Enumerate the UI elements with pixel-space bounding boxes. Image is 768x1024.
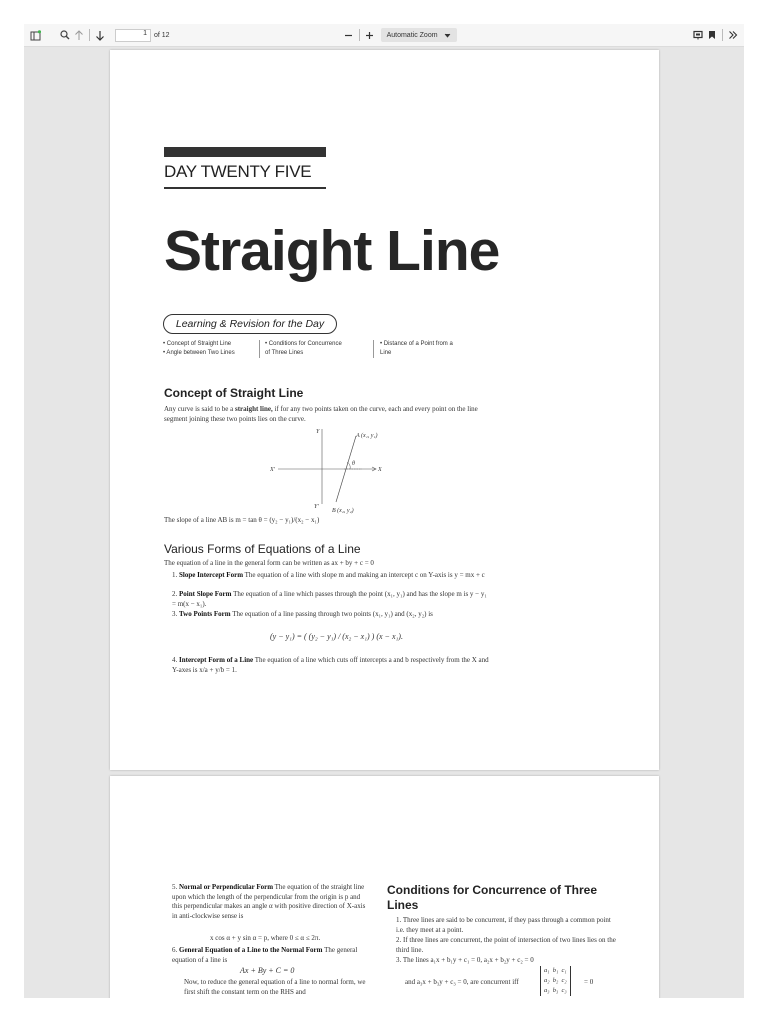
- topic-divider: [373, 340, 374, 358]
- plus-icon: [365, 31, 374, 40]
- arrow-down-icon: [95, 30, 105, 41]
- zoom-select[interactable]: [381, 28, 457, 42]
- theta-label: θ: [352, 461, 355, 467]
- list-item: [396, 956, 616, 966]
- day-header-bar: [164, 147, 326, 157]
- list-number: 4.: [172, 656, 178, 664]
- list-text: Three lines are said to be concurrent, if they pass through a common point i.e. they meet at a point.: [396, 916, 611, 934]
- day-underline: [164, 187, 326, 189]
- list-item: [172, 656, 490, 675]
- two-point-formula: (y − y₁) = ( (y₂ − y₁) / (x₂ − x₁) ) (x − x₁).: [270, 632, 403, 641]
- sidebar-icon: [30, 30, 41, 41]
- chapter-title: Straight Line: [164, 219, 500, 283]
- learning-topic: Line: [380, 349, 392, 356]
- list-number: 3.: [396, 956, 402, 964]
- list-text: The equation of a line which passes through the point (x₁, y₁) and has the slope m is y − y₁ = m(x − x₁).: [172, 590, 487, 608]
- zoom-select-value: Automatic Zoom: [386, 31, 438, 39]
- zoom-out-button[interactable]: [342, 27, 356, 43]
- presentation-icon: [693, 30, 703, 40]
- tools-menu-button[interactable]: [726, 27, 740, 43]
- list-text: If three lines are concurrent, the point of intersection of two lines lies on the third line.: [396, 936, 616, 954]
- concept-paragraph: [164, 405, 489, 424]
- forms-heading: Various Forms of Equations of a Line: [164, 542, 361, 556]
- list-title: Slope Intercept Form: [179, 571, 244, 579]
- presentation-mode-button[interactable]: [691, 27, 705, 43]
- list-title: Normal or Perpendicular Form: [179, 883, 274, 891]
- list-item: [172, 590, 490, 609]
- y-prime-label: Y′: [314, 504, 319, 510]
- learning-topic-column: [380, 340, 453, 357]
- concurrence-heading: Conditions for Concurrence of Three Lines: [387, 883, 598, 912]
- list-title: General Equation of a Line to the Normal Form: [179, 946, 323, 954]
- list-title: Two Points Form: [179, 610, 231, 618]
- determinant: [540, 966, 571, 996]
- learning-topic-column: [163, 340, 235, 357]
- point-a-label: A (x₁, y₁): [356, 433, 378, 439]
- point-b-label: B (x₂, y₂): [332, 508, 354, 514]
- bookmark-button[interactable]: [705, 27, 719, 43]
- list-item: [396, 916, 616, 935]
- determinant-row: a₃ b₃ c₃: [544, 987, 567, 994]
- day-label: DAY TWENTY FIVE: [164, 162, 312, 181]
- page-number-input[interactable]: 1: [115, 29, 151, 42]
- list-number: 5.: [172, 883, 178, 891]
- learning-topic: • Conditions for Concurrence: [265, 341, 342, 347]
- learning-topic-column: [265, 340, 342, 357]
- list-item: [172, 571, 490, 581]
- list-number: 3.: [172, 610, 178, 618]
- page-count-label: of 12: [154, 31, 170, 39]
- list-text: The equation of a line which cuts off intercepts a and b respectively from the X and Y-axes is x/a + y/b = 1.: [172, 656, 489, 674]
- slope-formula: The slope of a line AB is m = tan θ = (y₂ − y₁)/(x₂ − x₁): [164, 516, 320, 524]
- list-item: [172, 946, 372, 965]
- pdf-page-1: [110, 50, 659, 770]
- arrow-up-icon: [74, 30, 84, 41]
- learning-topic: • Angle between Two Lines: [163, 349, 235, 356]
- determinant-equals: = 0: [584, 978, 594, 986]
- list-number: 1.: [396, 916, 402, 924]
- find-button[interactable]: [58, 27, 72, 43]
- reduce-text: Now, to reduce the general equation of a line to normal form, we first shift the constant term on the RHS and: [184, 978, 366, 996]
- list-text: The equation of the straight line upon which the length of the perpendicular from the origin is p and this perpendicular makes an angle α with positive direction of X-axis in anti-clockwise sense is: [172, 883, 366, 920]
- concept-bold-term: straight line,: [234, 405, 273, 413]
- x-prime-label: X′: [270, 467, 275, 473]
- learning-topic: • Concept of Straight Line: [163, 341, 232, 347]
- list-number: 2.: [172, 590, 178, 598]
- determinant-row: a₁ b₁ c₁: [544, 967, 567, 974]
- pdf-viewer: [24, 24, 744, 998]
- toolbar-separator: [722, 29, 723, 41]
- next-page-button[interactable]: [93, 27, 107, 43]
- list-text: The lines a₁x + b₁y + c₁ = 0, a₂x + b₂y + c₂ = 0: [402, 956, 534, 964]
- concept-heading: Concept of Straight Line: [164, 386, 304, 400]
- list-text: The equation of a line with slope m and making an intercept c on Y-axis is y = mx + c: [244, 571, 485, 579]
- concurrence-condition: and a₃x + b₃y + c₃ = 0, are concurrent iff: [405, 978, 519, 986]
- list-number: 6.: [172, 946, 178, 954]
- sidebar-toggle-button[interactable]: [28, 27, 42, 43]
- chevron-down-icon: [444, 33, 451, 38]
- list-text: The equation of a line passing through two points (x₁, y₁) and (x₂, y₂) is: [232, 610, 433, 618]
- list-text: The general equation of a line is: [172, 946, 358, 964]
- toolbar-separator: [359, 29, 360, 41]
- learning-topic: • Distance of a Point from a: [380, 341, 453, 347]
- list-title: Point Slope Form: [179, 590, 232, 598]
- list-item: [172, 610, 490, 620]
- forms-intro: The equation of a line in the general form can be written as ax + by + c = 0: [164, 559, 374, 567]
- zoom-in-button[interactable]: [363, 27, 377, 43]
- x-axis-label: X: [378, 467, 382, 473]
- normal-formula: x cos α + y sin α = p, where 0 ≤ α ≤ 2π.: [210, 934, 321, 942]
- list-number: 2.: [396, 936, 402, 944]
- learning-revision-pill: Learning & Revision for the Day: [163, 314, 337, 334]
- list-item: [172, 883, 372, 921]
- bookmark-icon: [708, 30, 716, 40]
- minus-icon: [344, 31, 353, 40]
- concept-text: Any curve is said to be a: [164, 405, 234, 413]
- search-icon: [60, 30, 70, 40]
- determinant-row: a₂ b₂ c₂: [544, 977, 567, 984]
- list-title: Intercept Form of a Line: [179, 656, 254, 664]
- viewer-toolbar: [24, 24, 744, 47]
- double-chevron-right-icon: [728, 30, 738, 40]
- y-axis-label: Y: [316, 429, 320, 435]
- list-number: 1.: [172, 571, 178, 579]
- general-formula: Ax + By + C = 0: [240, 966, 295, 975]
- topic-divider: [259, 340, 260, 358]
- learning-topic: of Three Lines: [265, 349, 304, 356]
- straight-line-figure: [270, 424, 390, 514]
- list-item: [396, 936, 616, 955]
- pdf-page-2: [110, 776, 659, 998]
- previous-page-button[interactable]: [72, 27, 86, 43]
- toolbar-separator: [89, 29, 90, 41]
- concept-text: if for any two points taken on the curve, each and every point on the line segment joining these two points lies on the curve.: [164, 405, 478, 423]
